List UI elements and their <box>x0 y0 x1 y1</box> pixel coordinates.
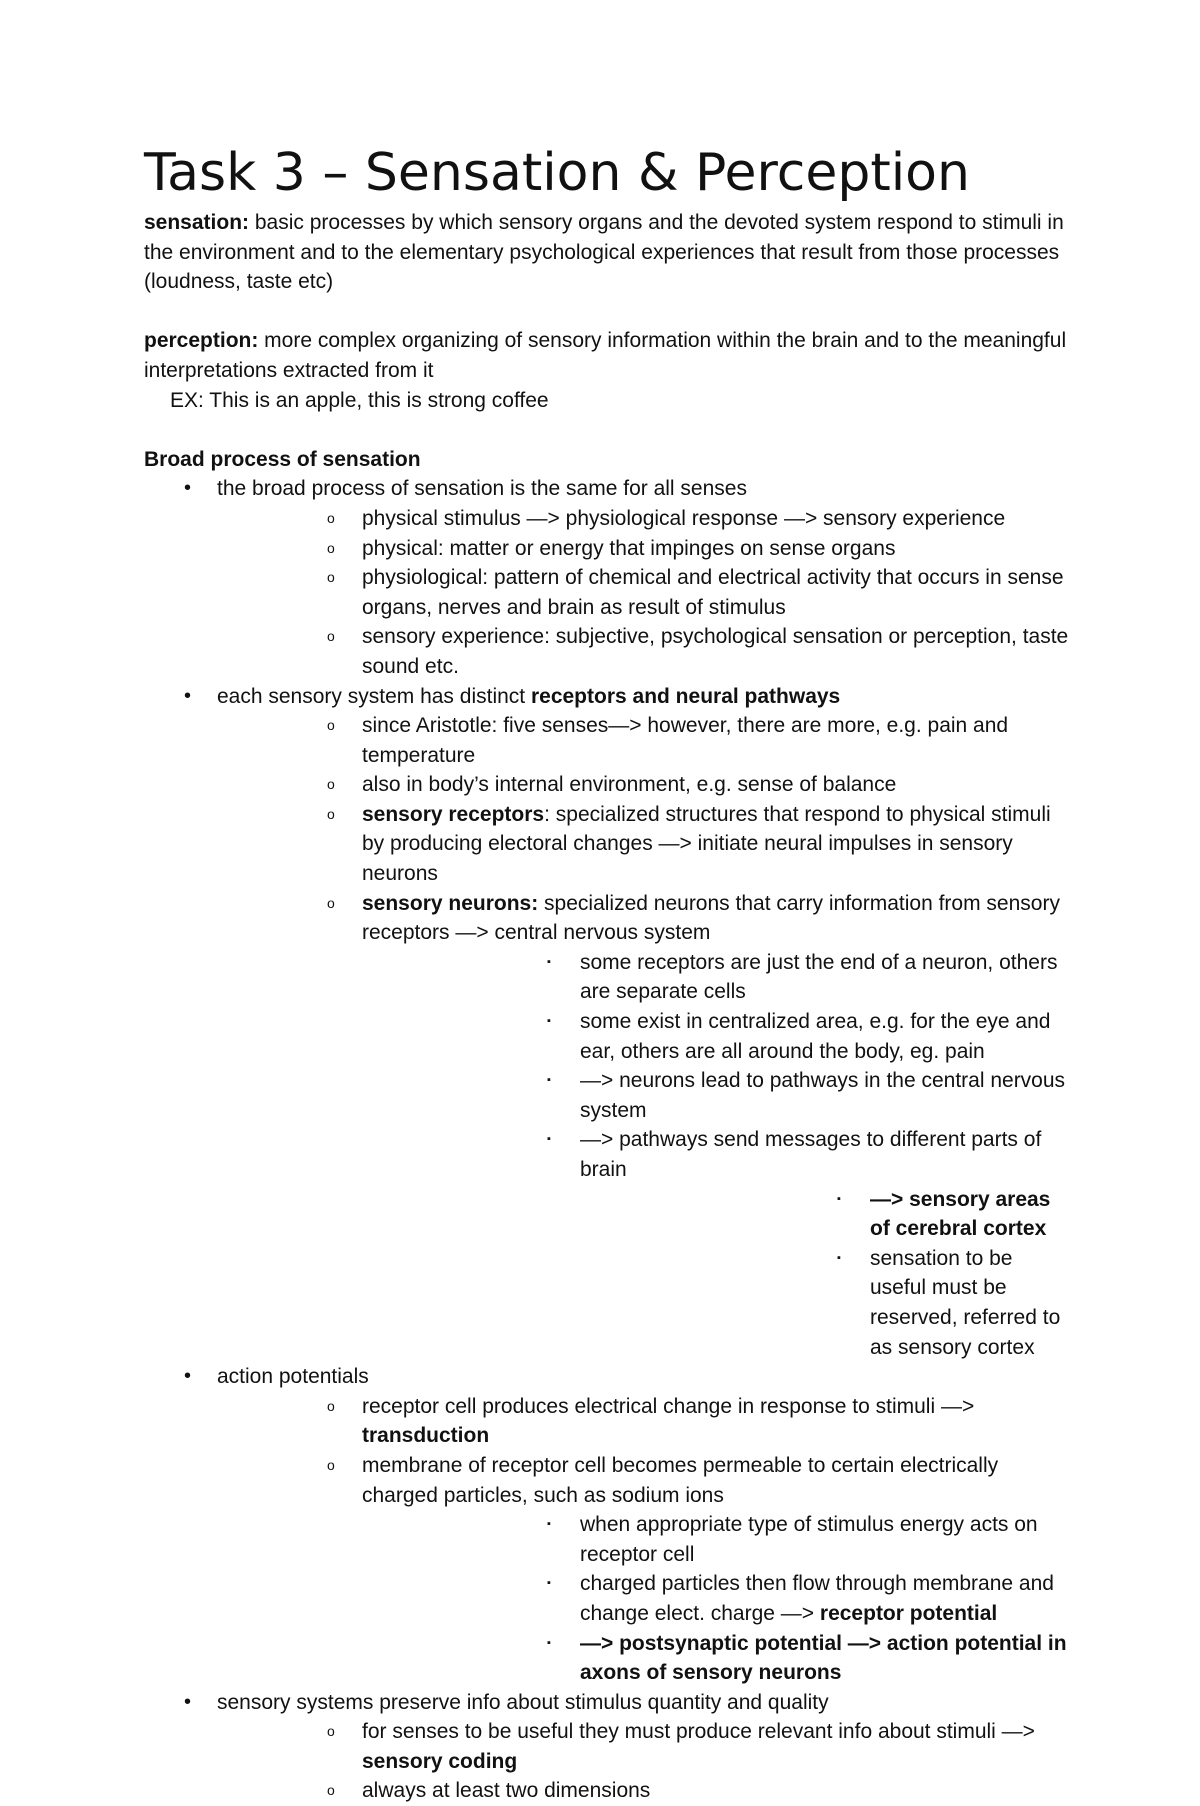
bullet-marker: ▪ <box>547 1636 551 1649</box>
list-item: ▪ sensation to be useful must be reserved, referred to as sensory cortex <box>580 1244 1074 1362</box>
bullet-marker: ▪ <box>547 1133 551 1146</box>
list-item: ▪ when appropriate type of stimulus energy acts on receptor cell <box>362 1510 1074 1569</box>
list-item: • action potentials o receptor cell produces electrical change in response to stimuli —> transduction o membrane of receptor cell becomes permeable to certain electrically charged particles, such as sodium ions ▪ when appropriate type of stimulus energy acts on receptor cell ▪ charged particles then flow through membrane and change elect. charge —> receptor potential ▪ —> postsynaptic potential —> action potential in axons of sensory neurons <box>144 1362 1074 1688</box>
bullet-marker: o <box>327 717 335 734</box>
list-item: ▪ charged particles then flow through membrane and change elect. charge —> receptor potential <box>362 1569 1074 1628</box>
bullet-marker: o <box>327 1782 335 1799</box>
bullet-marker: o <box>327 776 335 793</box>
bullet-marker: o <box>327 1397 335 1414</box>
sensation-definition: sensation: basic processes by which sensory organs and the devoted system respond to stimuli in the environment and to the elementary psychological experiences that result from those processes (loudness, taste etc) <box>144 211 1064 294</box>
list-item: • sensory systems preserve info about stimulus quantity and quality o for senses to be useful they must produce relevant info about stimuli —> sensory coding o always at least two dimensions <box>144 1688 1074 1806</box>
bullet-marker: o <box>327 1456 335 1473</box>
bullet-marker: ▪ <box>547 1577 551 1590</box>
list-item: o physical: matter or energy that impinges on sense organs <box>217 534 1074 564</box>
bullet-marker: ▪ <box>837 1192 841 1205</box>
list-item: • each sensory system has distinct receptors and neural pathways o since Aristotle: five senses—> however, there are more, e.g. pain and temperature o also in body’s internal environment, e.g. sense of balance o sensory receptors: specialized structures that respond to physical stimuli by producing electoral changes —> initiate neural impulses in sensory neurons o sensory neurons: specialized neurons that carry information from sensory receptors —> central nervous system ▪ some receptors are just the end of a neuron, others are separate cells ▪ some exist in centralized area, e.g. for the eye and ear, others are all around the body, eg. pain ▪ —> neurons lead to pathways in the central nervous system ▪ —> pathways send messages to different parts of brain ▪ —> sensory areas of cerebral cortex ▪ sensation to be useful must be reserved, referred to as sensory cortex <box>144 682 1074 1363</box>
list-item: ▪ some receptors are just the end of a neuron, others are separate cells <box>362 948 1074 1007</box>
list-item: ▪ —> sensory areas of cerebral cortex <box>580 1185 1074 1244</box>
list-item: o for senses to be useful they must produce relevant info about stimuli —> sensory coding <box>217 1717 1074 1776</box>
section-heading: Broad process of sensation <box>144 447 421 471</box>
list-item: o always at least two dimensions <box>217 1776 1074 1806</box>
list-item: ▪ some exist in centralized area, e.g. for the eye and ear, others are all around the body, eg. pain <box>362 1007 1074 1066</box>
bullet-marker: ▪ <box>547 1015 551 1028</box>
list-item: o physiological: pattern of chemical and electrical activity that occurs in sense organs, nerves and brain as result of stimulus <box>217 563 1074 622</box>
bullet-marker: ▪ <box>837 1251 841 1264</box>
list-item: o receptor cell produces electrical change in response to stimuli —> transduction <box>217 1392 1074 1451</box>
list-item: o sensory receptors: specialized structures that respond to physical stimuli by producing electoral changes —> initiate neural impulses in sensory neurons <box>217 800 1074 889</box>
bullet-marker: ▪ <box>547 955 551 968</box>
list-item: o since Aristotle: five senses—> however, there are more, e.g. pain and temperature <box>217 711 1074 770</box>
bullet-marker: o <box>327 628 335 645</box>
list-item: • the broad process of sensation is the same for all senses o physical stimulus —> physiological response —> sensory experience o physical: matter or energy that impinges on sense organs o physiological: pattern of chemical and electrical activity that occurs in sense organs, nerves and brain as result of stimulus o sensory experience: subjective, psychological sensation or perception, taste sound etc. <box>144 474 1074 681</box>
list-item: o also in body’s internal environment, e.g. sense of balance <box>217 770 1074 800</box>
document-body <box>144 208 1074 1806</box>
sensation-term: sensation: <box>144 211 250 234</box>
bullet-marker: o <box>327 1723 335 1740</box>
list-item: o sensory neurons: specialized neurons that carry information from sensory receptors —> central nervous system ▪ some receptors are just the end of a neuron, others are separate cells ▪ some exist in centralized area, e.g. for the eye and ear, others are all around the body, eg. pain ▪ —> neurons lead to pathways in the central nervous system ▪ —> pathways send messages to different parts of brain ▪ —> sensory areas of cerebral cortex ▪ sensation to be useful must be reserved, referred to as sensory cortex <box>217 889 1074 1363</box>
list-item: ▪ —> pathways send messages to different parts of brain ▪ —> sensory areas of cerebral cortex ▪ sensation to be useful must be reserved, referred to as sensory cortex <box>362 1125 1074 1362</box>
bullet-marker: • <box>184 684 192 707</box>
bullet-marker: • <box>184 477 192 500</box>
bullet-marker: o <box>327 509 335 526</box>
bullet-marker: o <box>327 539 335 556</box>
bullet-list <box>144 474 1074 1806</box>
perception-definition: perception: more complex organizing of sensory information within the brain and to the meaningful interpretations extracted from it <box>144 329 1067 382</box>
perception-term: perception: <box>144 329 259 353</box>
bullet-marker: • <box>184 1365 192 1388</box>
list-item: ▪ —> postsynaptic potential —> action potential in axons of sensory neurons <box>362 1629 1074 1688</box>
list-item: o membrane of receptor cell becomes permeable to certain electrically charged particles, such as sodium ions ▪ when appropriate type of stimulus energy acts on receptor cell ▪ charged particles then flow through membrane and change elect. charge —> receptor potential ▪ —> postsynaptic potential —> action potential in axons of sensory neurons <box>217 1451 1074 1688</box>
bullet-marker: ▪ <box>547 1074 551 1087</box>
document-title: Task 3 – Sensation & Perception <box>144 143 970 203</box>
list-item: o physical stimulus —> physiological response —> sensory experience <box>217 504 1074 534</box>
bullet-marker: o <box>327 805 335 822</box>
bullet-marker: ▪ <box>547 1518 551 1531</box>
bullet-marker: o <box>327 894 335 911</box>
list-item: o sensory experience: subjective, psychological sensation or perception, taste sound etc. <box>217 622 1074 681</box>
perception-example: EX: This is an apple, this is strong coffee <box>170 388 549 412</box>
bullet-marker: o <box>327 569 335 586</box>
list-item: ▪ —> neurons lead to pathways in the central nervous system <box>362 1066 1074 1125</box>
bullet-marker: • <box>184 1690 192 1713</box>
